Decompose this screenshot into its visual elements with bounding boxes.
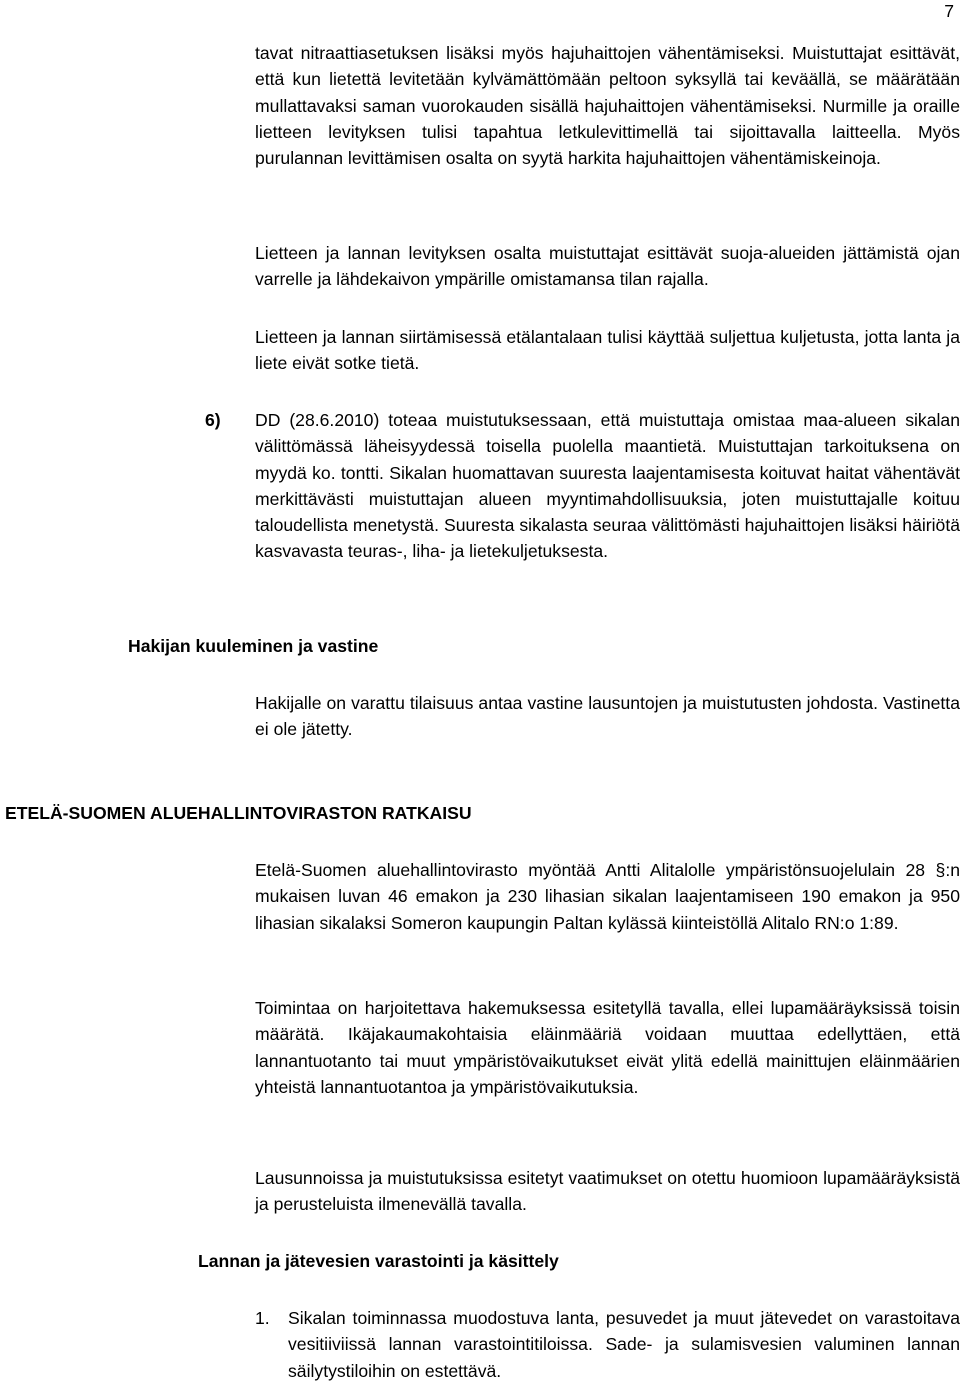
page-number: 7 bbox=[944, 1, 954, 21]
paragraph-toimintaa: Toimintaa on harjoitettava hakemuksessa esitetyllä tavalla, ellei lupamääräyksissä toisin määrätä. Ikäjakaumakohtaisia eläinmääriä voidaan muuttaa edellyttäen, että lannantuotanto tai muut ympäristövaikutukset eivät ylitä edellä mainittujen eläinmäärien yhteistä lannantuotantoa ja ympäristövaikutuksia. bbox=[255, 998, 960, 1097]
paragraph-suoja-alueet: Lietteen ja lannan levityksen osalta muistuttajat esittävät suoja-alueiden jättämistä ojan varrelle ja lähdekaivon ympärille omistamansa tilan rajalla. bbox=[255, 243, 960, 290]
heading-hakijan-kuuleminen: Hakijan kuuleminen ja vastine bbox=[128, 636, 379, 656]
item-6-number: 6) bbox=[205, 410, 221, 430]
item-6-text bbox=[255, 407, 960, 565]
list-item-1-number: 1. bbox=[255, 1308, 270, 1328]
heading-ratkaisu: ETELÄ-SUOMEN ALUEHALLINTOVIRASTON RATKAISU bbox=[5, 803, 472, 823]
item-6-body: (28.6.2010) toteaa muistutuksessaan, että muistuttaja omistaa maa-alueen sikalan välittömässä läheisyydessä toisella puolella maantietä. Muistuttajan tarkoituksena on myydä ko. tontti. Sikalan huomattavan suuresta laajentamisesta koituvat haitat vähentävät merkittävästi muistuttajan alueen myyntimahdollisuuksia, joten muistuttajalle koituu taloudellista menetystä. Suuresta sikalasta seuraa välittömästi hajuhaittojen lisäksi häiriötä kasvavasta teuras-, liha- ja lietekuljetuksesta. bbox=[255, 410, 960, 562]
list-item-1-text: Sikalan toiminnassa muodostuva lanta, pesuvedet ja muut jätevedet on varastoitava vesitiiviissä lannan varastointitiloissa. Sade- ja sulamisvesien valuminen lannan säilytystiloihin on estettävä. bbox=[288, 1308, 960, 1381]
paragraph-vastine: Hakijalle on varattu tilaisuus antaa vastine lausuntojen ja muistutusten johdosta. Vastinetta ei ole jätetty. bbox=[255, 693, 960, 740]
item-6-lead: DD bbox=[255, 410, 281, 430]
paragraph-nitraatti: tavat nitraattiasetuksen lisäksi myös hajuhaittojen vähentämiseksi. Muistuttajat esittävät, että kun lietettä levitetään kylvämättömään peltoon syksyllä tai keväällä, se määrätään mullattavaksi saman vuorokauden sisällä hajuhaittojen vähentämiseksi. Nurmille ja oraille lietteen levityksen tulisi tapahtua letkulevittimellä tai sijoittavalla laitteella. Myös purulannan levittämisen osalta on syytä harkita hajuhaittojen vähentämiskeinoja. bbox=[255, 43, 960, 169]
paragraph-siirtaminen: Lietteen ja lannan siirtämisessä etälantalaan tulisi käyttää suljettua kuljetusta, jotta lanta ja liete eivät sotke tietä. bbox=[255, 327, 960, 374]
paragraph-myontaa: Etelä-Suomen aluehallintovirasto myöntää Antti Alitalolle ympäristönsuojelulain 28 §:n mukaisen luvan 46 emakon ja 230 lihasian sikalan laajentamiseen 190 emakon ja 950 lihasian sikalaksi Someron kaupungin Paltan kylässä kiinteistöllä Alitalo RN:o 1:89. bbox=[255, 860, 960, 933]
paragraph-lausunnoissa: Lausunnoissa ja muistutuksissa esitetyt vaatimukset on otettu huomioon lupamääräyksistä ja perusteluista ilmenevällä tavalla. bbox=[255, 1168, 960, 1215]
heading-lannan-varastointi: Lannan ja jätevesien varastointi ja käsittely bbox=[198, 1251, 559, 1271]
